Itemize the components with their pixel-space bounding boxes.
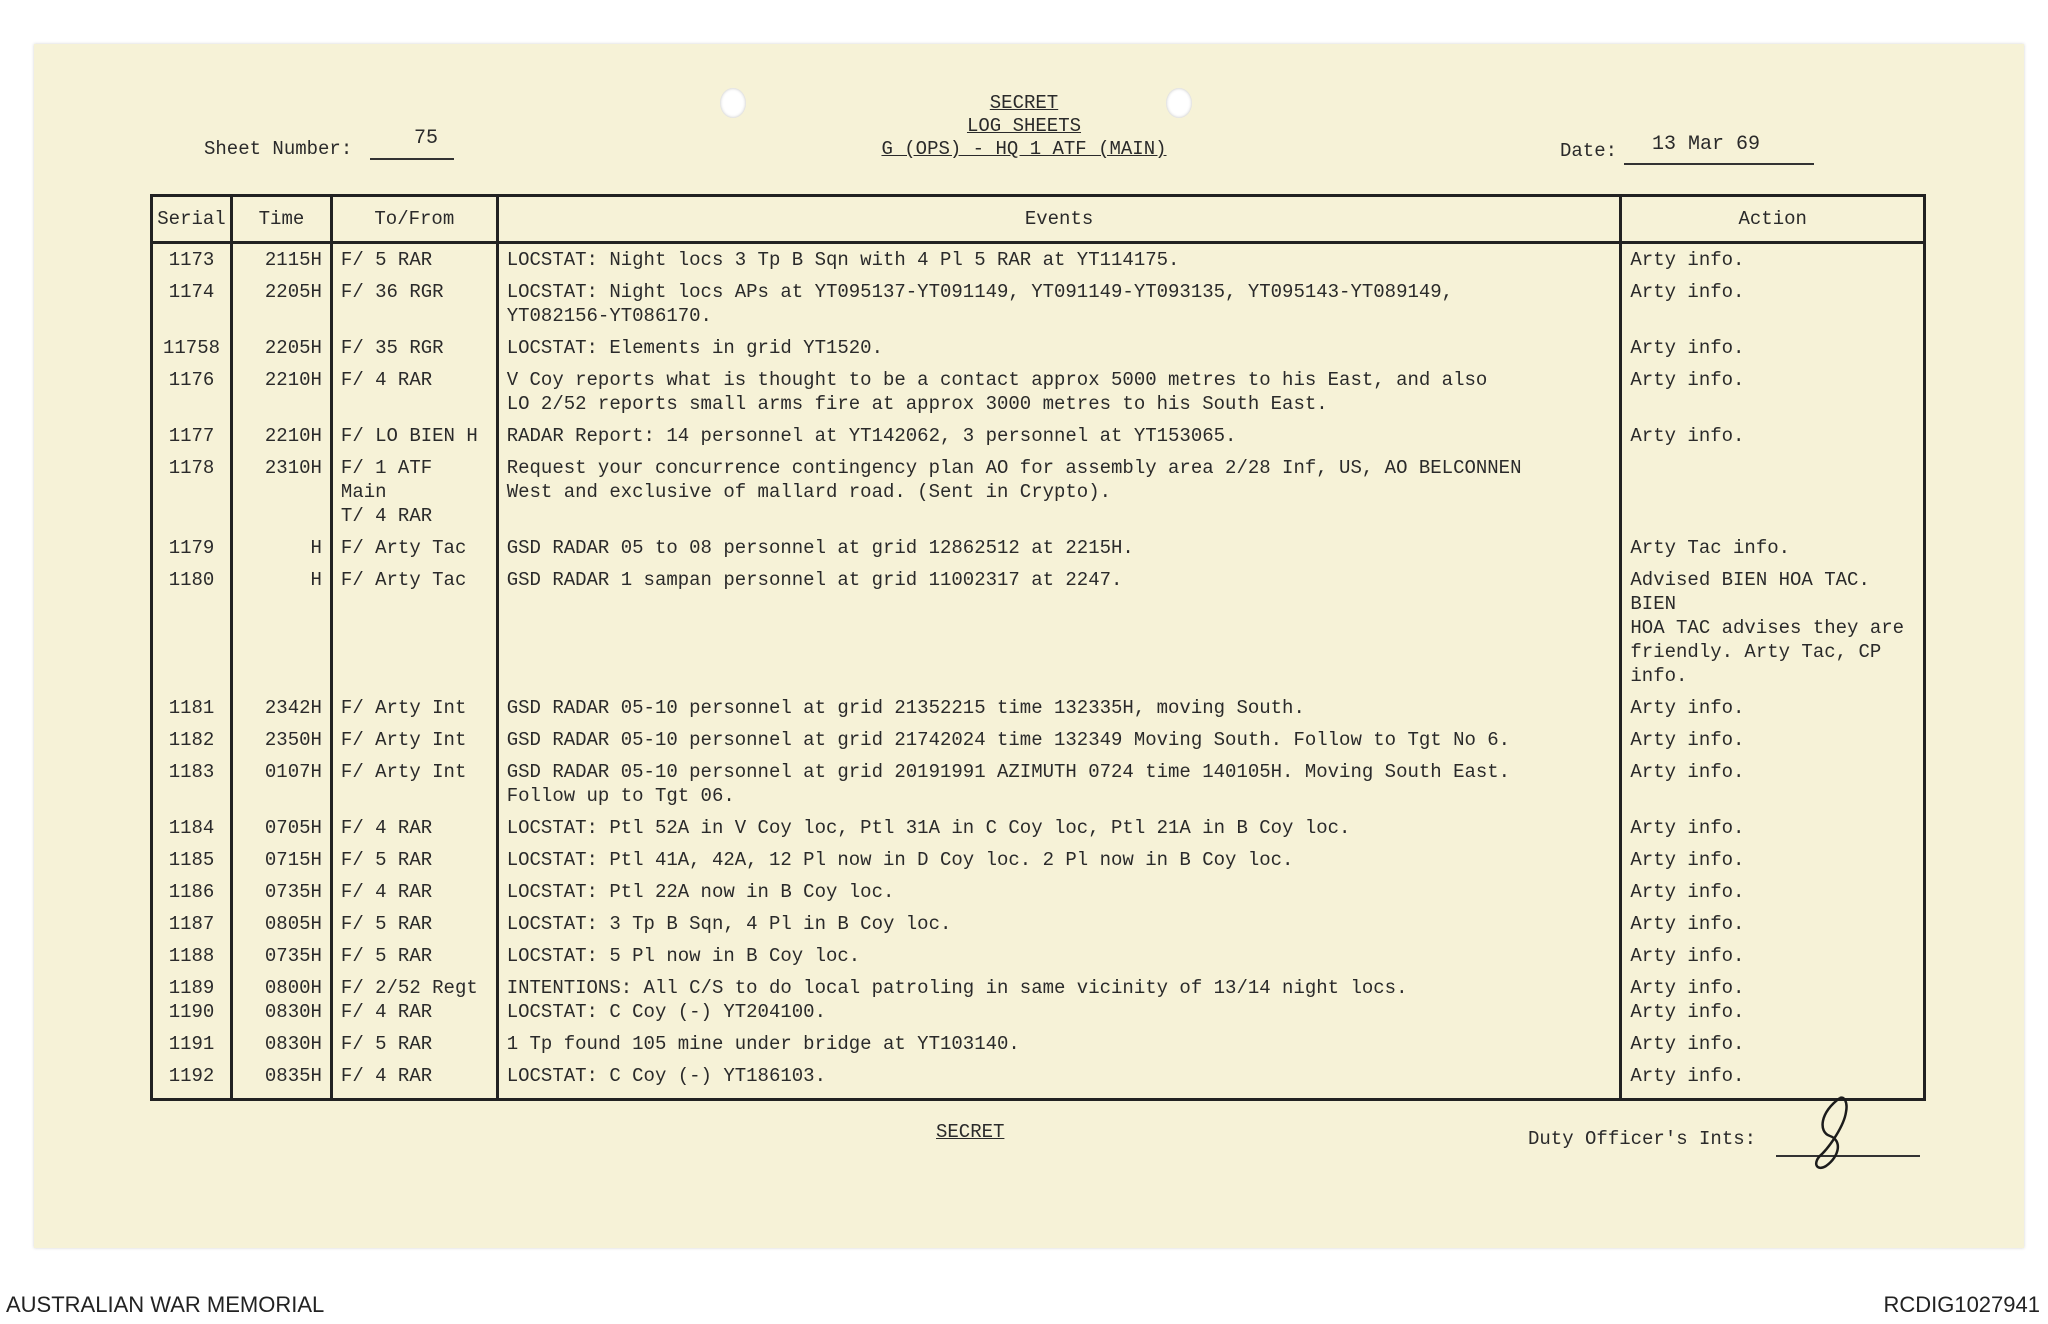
serial-cell: 1181	[152, 692, 232, 724]
serial-cell: 1189 1190	[152, 972, 232, 1028]
event-cell: LOCSTAT: Ptl 52A in V Coy loc, Ptl 31A in C Coy loc, Ptl 21A in B Coy loc.	[497, 812, 1621, 844]
time-cell: 0805H	[231, 908, 331, 940]
time-cell: 2205H	[231, 276, 331, 332]
to-from-cell: F/ Arty Tac	[331, 564, 497, 692]
event-cell: V Coy reports what is thought to be a contact approx 5000 metres to his East, and also LO 2/52 reports small arms fire at approx 3000 metres to his South East.	[497, 364, 1621, 420]
serial-cell: 1184	[152, 812, 232, 844]
action-cell: Arty info.	[1621, 756, 1925, 812]
event-cell: GSD RADAR 05 to 08 personnel at grid 12862512 at 2215H.	[497, 532, 1621, 564]
table-row	[152, 420, 1925, 452]
table-row	[152, 972, 1925, 1028]
table-row	[152, 332, 1925, 364]
to-from-cell: F/ LO BIEN H	[331, 420, 497, 452]
classification-top: SECRET	[989, 92, 1059, 114]
column-header-to-from: To/From	[331, 196, 497, 243]
time-cell: 0735H	[231, 876, 331, 908]
sheet-number-value: 75	[414, 127, 439, 150]
action-cell: Arty info.	[1621, 844, 1925, 876]
time-cell: 2342H	[231, 692, 331, 724]
unit-name: G (OPS) - HQ 1 ATF (MAIN)	[881, 138, 1167, 160]
action-cell	[1621, 452, 1925, 532]
event-cell: LOCSTAT: 3 Tp B Sqn, 4 Pl in B Coy loc.	[497, 908, 1621, 940]
action-cell: Arty info.	[1621, 332, 1925, 364]
time-cell: 0705H	[231, 812, 331, 844]
action-cell: Arty info.	[1621, 692, 1925, 724]
to-from-cell: F/ 5 RAR	[331, 940, 497, 972]
action-cell: Arty info.	[1621, 1060, 1925, 1100]
document-title: LOG SHEETS	[966, 115, 1082, 137]
action-cell: Advised BIEN HOA TAC. BIEN HOA TAC advises they are friendly. Arty Tac, CP info.	[1621, 564, 1925, 692]
time-cell: 2205H	[231, 332, 331, 364]
to-from-cell: F/ Arty Tac	[331, 532, 497, 564]
action-cell: Arty info.	[1621, 876, 1925, 908]
event-cell: RADAR Report: 14 personnel at YT142062, 3 personnel at YT153065.	[497, 420, 1621, 452]
table-row	[152, 364, 1925, 420]
table-row	[152, 1028, 1925, 1060]
date-label: Date:	[1560, 140, 1618, 162]
table-row	[152, 243, 1925, 277]
to-from-cell: F/ 5 RAR	[331, 908, 497, 940]
sheet-number-label: Sheet Number:	[204, 138, 353, 160]
action-cell: Arty info.	[1621, 812, 1925, 844]
serial-cell: 1191	[152, 1028, 232, 1060]
event-cell: LOCSTAT: Night locs 3 Tp B Sqn with 4 Pl 5 RAR at YT114175.	[497, 243, 1621, 277]
to-from-cell: F/ 5 RAR	[331, 844, 497, 876]
serial-cell: 1185	[152, 844, 232, 876]
to-from-cell: F/ 4 RAR	[331, 1060, 497, 1100]
event-cell: INTENTIONS: All C/S to do local patroling in same vicinity of 13/14 night locs. LOCSTAT: C Coy (-) YT204100.	[497, 972, 1621, 1028]
time-cell: 0830H	[231, 1028, 331, 1060]
serial-cell: 1177	[152, 420, 232, 452]
to-from-cell: F/ Arty Int	[331, 756, 497, 812]
event-cell: LOCSTAT: Ptl 41A, 42A, 12 Pl now in D Coy loc. 2 Pl now in B Coy loc.	[497, 844, 1621, 876]
archive-name: AUSTRALIAN WAR MEMORIAL	[6, 1292, 325, 1317]
time-cell: 0715H	[231, 844, 331, 876]
table-row	[152, 276, 1925, 332]
to-from-cell: F/ 5 RAR	[331, 1028, 497, 1060]
event-cell: Request your concurrence contingency plan AO for assembly area 2/28 Inf, US, AO BELCONNEN West and exclusive of mallard road. (Sent in Crypto).	[497, 452, 1621, 532]
table-row	[152, 812, 1925, 844]
event-cell: GSD RADAR 05-10 personnel at grid 21352215 time 132335H, moving South.	[497, 692, 1621, 724]
table-row	[152, 908, 1925, 940]
serial-cell: 11758	[152, 332, 232, 364]
table-header-row	[152, 196, 1925, 243]
action-cell: Arty info.	[1621, 420, 1925, 452]
event-cell: GSD RADAR 1 sampan personnel at grid 11002317 at 2247.	[497, 564, 1621, 692]
time-cell: 2310H	[231, 452, 331, 532]
serial-cell: 1187	[152, 908, 232, 940]
action-cell: Arty info.	[1621, 364, 1925, 420]
table-row	[152, 532, 1925, 564]
event-cell: GSD RADAR 05-10 personnel at grid 20191991 AZIMUTH 0724 time 140105H. Moving South East. Follow up to Tgt 06.	[497, 756, 1621, 812]
event-cell: LOCSTAT: 5 Pl now in B Coy loc.	[497, 940, 1621, 972]
column-header-time: Time	[231, 196, 331, 243]
record-id: RCDIG1027941	[1883, 1292, 2040, 1317]
classification-bottom: SECRET	[936, 1121, 1005, 1143]
to-from-cell: F/ 4 RAR	[331, 364, 497, 420]
date-value: 13 Mar 69	[1652, 133, 1761, 156]
event-cell: LOCSTAT: Ptl 22A now in B Coy loc.	[497, 876, 1621, 908]
log-table-body	[152, 243, 1925, 1100]
to-from-cell: F/ 5 RAR	[331, 243, 497, 277]
sheet-number-underline	[370, 158, 454, 160]
to-from-cell: F/ Arty Int	[331, 724, 497, 756]
to-from-cell: F/ 4 RAR	[331, 876, 497, 908]
event-cell: LOCSTAT: C Coy (-) YT186103.	[497, 1060, 1621, 1100]
event-cell: LOCSTAT: Elements in grid YT1520.	[497, 332, 1621, 364]
duty-officer-label: Duty Officer's Ints:	[1528, 1128, 1757, 1150]
serial-cell: 1174	[152, 276, 232, 332]
time-cell: 2350H	[231, 724, 331, 756]
table-row	[152, 1060, 1925, 1100]
time-cell: 0835H	[231, 1060, 331, 1100]
table-row	[152, 756, 1925, 812]
action-cell: Arty info.	[1621, 940, 1925, 972]
column-header-events: Events	[497, 196, 1621, 243]
to-from-cell: F/ 2/52 Regt F/ 4 RAR	[331, 972, 497, 1028]
time-cell: H	[231, 532, 331, 564]
table-row	[152, 692, 1925, 724]
to-from-cell: F/ 35 RGR	[331, 332, 497, 364]
action-cell: Arty info.	[1621, 276, 1925, 332]
time-cell: 0735H	[231, 940, 331, 972]
duty-officer-initials-signature	[1800, 1092, 1860, 1172]
action-cell: Arty info.	[1621, 908, 1925, 940]
time-cell: 0800H 0830H	[231, 972, 331, 1028]
time-cell: 2210H	[231, 420, 331, 452]
event-cell: LOCSTAT: Night locs APs at YT095137-YT091149, YT091149-YT093135, YT095143-YT089149, YT082156-YT086170.	[497, 276, 1621, 332]
serial-cell: 1179	[152, 532, 232, 564]
action-cell: Arty Tac info.	[1621, 532, 1925, 564]
column-header-serial: Serial	[152, 196, 232, 243]
table-row	[152, 724, 1925, 756]
column-header-action: Action	[1621, 196, 1925, 243]
table-row	[152, 876, 1925, 908]
action-cell: Arty info. Arty info.	[1621, 972, 1925, 1028]
to-from-cell: F/ 1 ATF Main T/ 4 RAR	[331, 452, 497, 532]
table-row	[152, 940, 1925, 972]
action-cell: Arty info.	[1621, 243, 1925, 277]
action-cell: Arty info.	[1621, 1028, 1925, 1060]
to-from-cell: F/ 36 RGR	[331, 276, 497, 332]
time-cell: 2115H	[231, 243, 331, 277]
table-row	[152, 452, 1925, 532]
to-from-cell: F/ 4 RAR	[331, 812, 497, 844]
time-cell: H	[231, 564, 331, 692]
serial-cell: 1176	[152, 364, 232, 420]
table-row	[152, 564, 1925, 692]
time-cell: 0107H	[231, 756, 331, 812]
serial-cell: 1186	[152, 876, 232, 908]
serial-cell: 1183	[152, 756, 232, 812]
log-table	[150, 194, 1926, 1101]
serial-cell: 1192	[152, 1060, 232, 1100]
event-cell: GSD RADAR 05-10 personnel at grid 21742024 time 132349 Moving South. Follow to Tgt No 6.	[497, 724, 1621, 756]
serial-cell: 1180	[152, 564, 232, 692]
date-underline	[1624, 163, 1814, 165]
serial-cell: 1173	[152, 243, 232, 277]
serial-cell: 1182	[152, 724, 232, 756]
serial-cell: 1188	[152, 940, 232, 972]
action-cell: Arty info.	[1621, 724, 1925, 756]
serial-cell: 1178	[152, 452, 232, 532]
to-from-cell: F/ Arty Int	[331, 692, 497, 724]
event-cell: 1 Tp found 105 mine under bridge at YT103140.	[497, 1028, 1621, 1060]
table-row	[152, 844, 1925, 876]
time-cell: 2210H	[231, 364, 331, 420]
